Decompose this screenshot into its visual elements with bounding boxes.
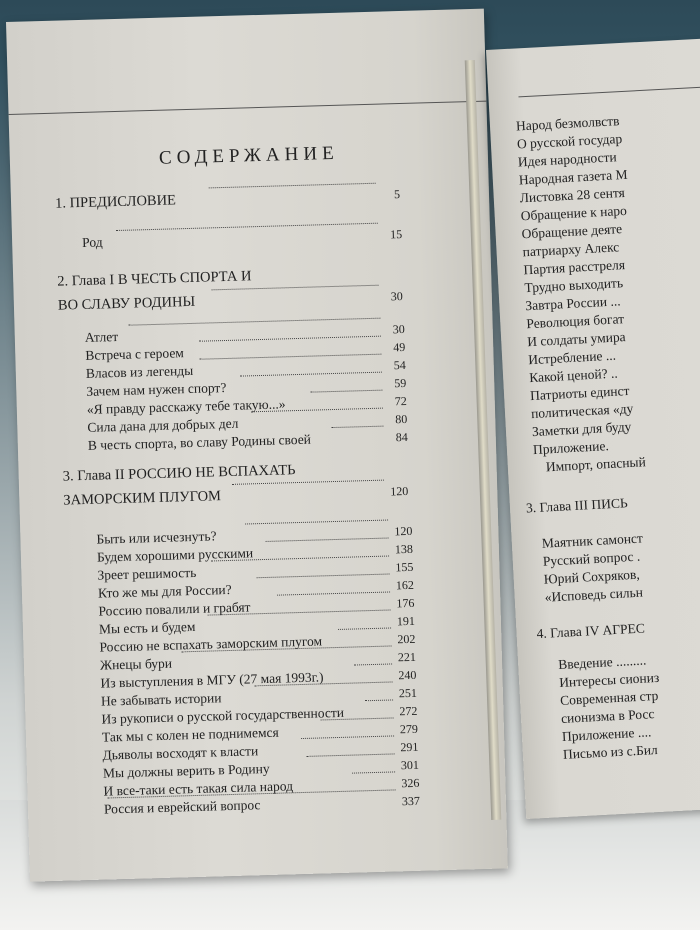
right-toc-entry: Импорт, опасный [545,454,647,475]
toc-page-number: 84 [395,429,408,445]
toc-leader-dots [240,372,382,377]
right-toc-entry: Народная газета М [518,166,628,188]
toc-leader-dots [354,663,392,665]
right-toc-entry: 4. Глава IV АГРЕС [536,620,646,642]
toc-entry-title: Мы должны верить в Родину [102,760,270,781]
right-page [486,38,700,819]
right-toc-entry: Патриоты единст [529,382,630,404]
right-toc-entry: Идея народности [517,149,617,170]
toc-leader-dots [352,771,395,773]
toc-page-number: 15 [389,227,403,242]
right-toc-entry: Юрий Сохряков, [543,566,640,587]
toc-entry [57,267,297,290]
right-toc-entry: Введение ......... [557,652,647,673]
toc-page-number: 240 [398,667,417,683]
toc-leader-dots [199,354,381,360]
toc-leader-dots [331,426,383,428]
right-toc-entry: Листовка 28 сентя [519,184,626,206]
toc-page-number: 72 [394,393,407,409]
toc-page-number: 80 [395,411,408,427]
right-toc-entry: Трудно выходить [524,275,624,296]
toc-entry-title: Россию повалили и грабят [98,599,251,619]
toc-entry-title: 2. Глава I В ЧЕСТЬ СПОРТА И [57,268,252,290]
toc-entry [84,321,405,345]
toc-page-number: 162 [395,577,415,593]
right-toc-entry: Маятник самонст [541,530,644,551]
toc-entry-title: Встреча с героем [85,345,185,363]
right-header-rule [518,85,700,98]
toc-entry-title: Кто же мы для России? [97,581,232,601]
toc-entry-title: Зреет решимость [97,564,197,583]
toc-leader-dots [338,627,391,629]
toc-leader-dots [266,538,389,542]
toc-page-number: 326 [401,775,420,791]
header-rule [9,101,487,115]
toc-leader-dots [277,591,390,595]
right-toc-entry: Русский вопрос . [542,548,641,569]
right-toc-entry: политическая «ду [530,400,634,422]
toc-page-number: 176 [396,595,415,611]
toc-page-number: 279 [399,721,419,737]
toc-page-number: 120 [390,483,409,499]
toc-entry [54,186,401,212]
right-toc-entry: сионизма в Росс [560,706,655,726]
toc-entry-title: 3. Глава II РОССИЮ НЕ ВСПАХАТЬ [62,462,296,485]
toc-page-number: 54 [393,357,406,373]
toc-leader-dots [257,574,390,579]
toc-page-number: 301 [400,757,420,773]
contents-title: СОДЕРЖАНИЕ [158,142,339,169]
toc-entry-title: Дьяволы восходят к власти [102,743,259,763]
toc-leader-dots [301,735,394,739]
toc-leader-dots [307,753,395,756]
toc-entry [62,460,352,485]
right-toc-entry: Приложение. [532,438,610,458]
toc-entry-title: Жнецы бури [99,655,173,673]
right-toc-entry: Обращение деяте [521,221,623,242]
toc-page-number: 30 [392,321,405,337]
toc-leader-dots [310,390,382,393]
toc-leader-dots [209,183,376,189]
toc-entry-title: Сила дана для добрых дел [87,415,239,435]
toc-page-number: 191 [396,613,416,629]
right-toc-entry: Какой ценой? .. [528,365,619,386]
toc-entry [85,339,406,363]
toc-entry-title: Быть или исчезнуть? [96,528,217,547]
toc-entry-title: ВО СЛАВУ РОДИНЫ [57,293,196,314]
toc-page-number: 291 [400,739,419,755]
toc-leader-dots [212,285,379,291]
toc-leader-dots [365,699,393,701]
toc-entry [63,483,409,509]
toc-entry-title: В честь спорта, во славу Родины своей [87,431,312,453]
toc-page-number: 120 [394,523,413,539]
toc-entry [57,288,404,314]
right-toc-entry: Партия расстреля [523,257,626,278]
toc-leader-dots [199,336,381,342]
right-toc-entry: И солдаты умира [526,329,626,350]
toc-page-number: 202 [397,631,416,647]
toc-leader-dots [245,520,388,525]
toc-page-number: 138 [394,541,414,557]
toc-page-number: 5 [393,187,401,202]
right-toc-entry: «Исповедь сильн [544,584,644,605]
toc-page-number: 59 [394,375,407,391]
toc-page-number: 251 [398,685,418,701]
toc-entry-title: Будем хорошими русскими [96,545,254,565]
right-toc-entry: Революция богат [525,311,625,332]
left-page [6,9,508,882]
toc-entry-title: Так мы с колен не поднимемся [101,724,279,745]
toc-entry-title: Атлет [84,328,119,345]
toc-page-number: 49 [393,339,406,355]
toc-leader-dots [232,480,384,485]
toc-entry-title: Россию не вспахать заморским плугом [99,633,323,655]
right-toc-entry: Истребление ... [527,347,617,368]
right-toc-entry: патриарху Алекс [522,239,620,260]
right-toc-entry: Завтра России ... [525,293,621,314]
toc-entry-title: Из рукописи о русской государственности [101,704,345,727]
toc-leader-dots [128,318,380,326]
toc-leader-dots [116,223,378,231]
toc-entry-title: Не забывать истории [100,690,222,709]
toc-entry-title: ЗАМОРСКИМ ПЛУГОМ [63,488,222,509]
toc-entry-title: «Я правду расскажу тебе такую...» [86,396,286,417]
toc-entry-title: Из выступления в МГУ (27 мая 1993г.) [100,669,324,691]
toc-entry-title: Россия и еврейский вопрос [103,797,261,817]
toc-page-number: 337 [401,793,421,809]
right-toc-entry: Народ безмолвств [515,113,620,134]
toc-entry [96,523,413,547]
toc-page-number: 221 [397,649,417,665]
right-contents-list [486,38,700,762]
right-toc-entry: Современная стр [559,687,659,709]
right-toc-entry: Заметки для буду [531,418,632,440]
toc-page-number: 272 [399,703,418,719]
right-toc-entry: Интересы сиониз [558,669,660,691]
toc-page-number: 155 [395,559,414,575]
toc-entry-title: Зачем нам нужен спорт? [86,379,227,399]
toc-entry-title: Мы есть и будем [98,618,196,637]
toc-page-number: 30 [390,289,404,304]
right-toc-entry: О русской государ [516,131,623,152]
right-toc-entry: 3. Глава III ПИСЬ [525,495,628,516]
toc-entry-title: И все-таки есть такая сила народ [103,778,294,799]
toc-entry-title: Род [81,234,103,250]
right-toc-entry: Приложение .... [561,724,652,744]
toc-entry-title: Власов из легенды [85,362,194,381]
right-toc-entry: Обращение к наро [520,202,628,224]
toc-entry-title: 1. ПРЕДИСЛОВИЕ [54,192,177,212]
toc-entry [81,226,403,250]
right-toc-entry: Письмо из с.Бил [562,741,659,762]
